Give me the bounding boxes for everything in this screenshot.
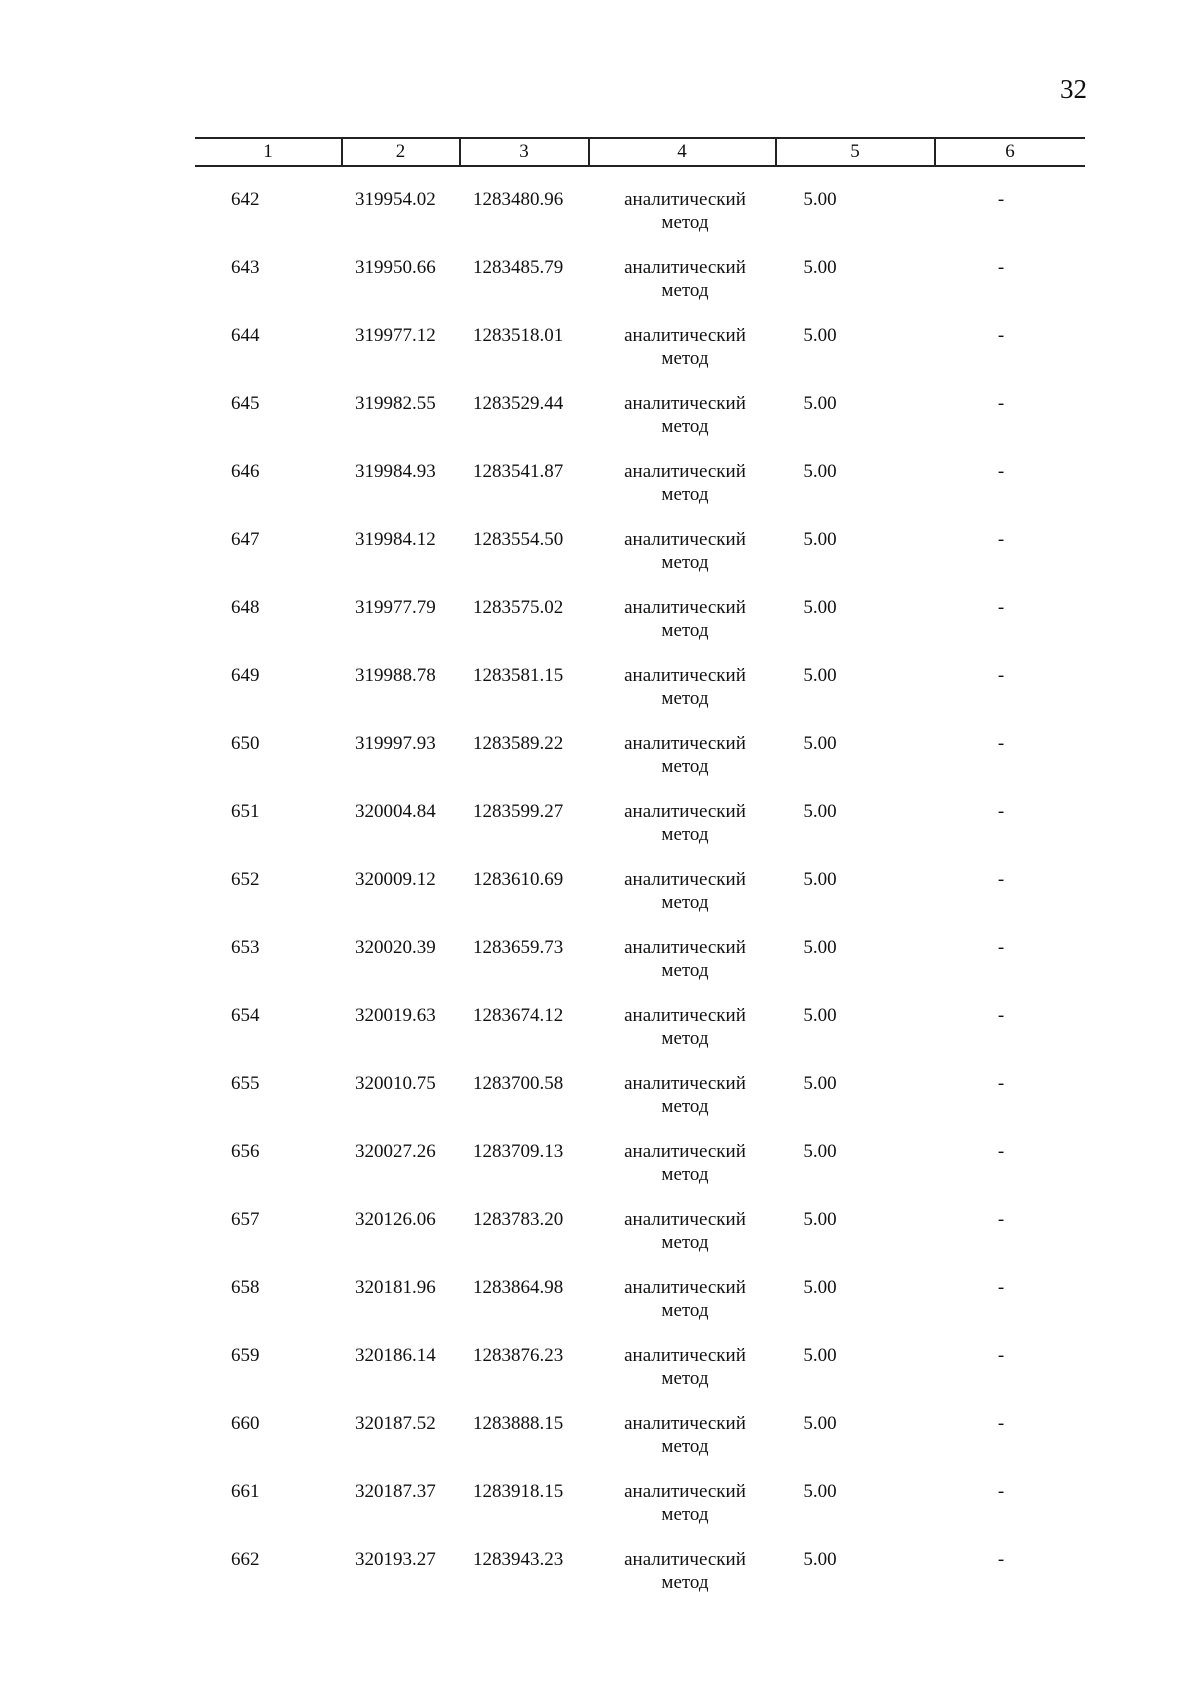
accuracy-value: 5.00 — [803, 1005, 837, 1026]
table-header-row — [195, 137, 1085, 167]
table-row — [195, 256, 1085, 324]
accuracy-value: 5.00 — [803, 1413, 837, 1434]
note-cell: - — [997, 257, 1005, 278]
method-line-2: метод — [661, 824, 709, 845]
point-number: 643 — [231, 257, 260, 278]
coordinate-y: 1283918.15 — [473, 1481, 564, 1502]
point-number: 659 — [231, 1345, 260, 1366]
point-number: 648 — [231, 597, 260, 618]
note-cell: - — [997, 325, 1005, 346]
method-line-2: метод — [661, 1164, 709, 1185]
accuracy-value: 5.00 — [803, 529, 837, 550]
note-cell: - — [997, 1277, 1005, 1298]
method-cell — [595, 324, 775, 370]
method-line-2: метод — [661, 1436, 709, 1457]
table-body — [195, 188, 1085, 1616]
coordinate-x: 319982.55 — [355, 393, 436, 414]
column-header-3: 3 — [519, 141, 529, 162]
method-line-2: метод — [661, 892, 709, 913]
table-row — [195, 596, 1085, 664]
method-cell — [595, 1412, 775, 1458]
coordinate-y: 1283599.27 — [473, 801, 564, 822]
note-cell: - — [997, 1005, 1005, 1026]
note-cell: - — [997, 733, 1005, 754]
method-cell — [595, 732, 775, 778]
method-line-1: аналитический — [624, 1073, 746, 1094]
column-header-1: 1 — [263, 141, 273, 162]
accuracy-value: 5.00 — [803, 461, 837, 482]
method-line-1: аналитический — [624, 597, 746, 618]
page-number: 32 — [1060, 74, 1087, 104]
method-line-1: аналитический — [624, 1005, 746, 1026]
coordinate-x: 319954.02 — [355, 189, 436, 210]
method-cell — [595, 256, 775, 302]
coordinate-x: 320010.75 — [355, 1073, 436, 1094]
coordinate-y: 1283554.50 — [473, 529, 564, 550]
method-cell — [595, 1072, 775, 1118]
method-cell — [595, 1208, 775, 1254]
table-row — [195, 732, 1085, 800]
point-number: 661 — [231, 1481, 260, 1502]
method-line-1: аналитический — [624, 325, 746, 346]
method-cell — [595, 392, 775, 438]
coordinate-y: 1283783.20 — [473, 1209, 564, 1230]
point-number: 662 — [231, 1549, 260, 1570]
coordinate-y: 1283581.15 — [473, 665, 564, 686]
coordinate-y: 1283700.58 — [473, 1073, 564, 1094]
table-row — [195, 1276, 1085, 1344]
coordinate-y: 1283659.73 — [473, 937, 564, 958]
point-number: 644 — [231, 325, 260, 346]
table-row — [195, 528, 1085, 596]
table-row — [195, 936, 1085, 1004]
table-row — [195, 800, 1085, 868]
table-row — [195, 1208, 1085, 1276]
coordinate-x: 319950.66 — [355, 257, 436, 278]
point-number: 660 — [231, 1413, 260, 1434]
table-row — [195, 1412, 1085, 1480]
point-number: 651 — [231, 801, 260, 822]
point-number: 657 — [231, 1209, 260, 1230]
method-line-1: аналитический — [624, 257, 746, 278]
accuracy-value: 5.00 — [803, 1073, 837, 1094]
method-line-1: аналитический — [624, 1141, 746, 1162]
coordinate-x: 319997.93 — [355, 733, 436, 754]
note-cell: - — [997, 461, 1005, 482]
coordinates-table — [195, 137, 1085, 1593]
method-cell — [595, 868, 775, 914]
accuracy-value: 5.00 — [803, 257, 837, 278]
coordinate-y: 1283485.79 — [473, 257, 564, 278]
method-cell — [595, 188, 775, 234]
coordinate-x: 320004.84 — [355, 801, 436, 822]
point-number: 642 — [231, 189, 260, 210]
accuracy-value: 5.00 — [803, 1141, 837, 1162]
note-cell: - — [997, 597, 1005, 618]
table-row — [195, 392, 1085, 460]
method-line-1: аналитический — [624, 1549, 746, 1570]
method-line-2: метод — [661, 348, 709, 369]
coordinate-x: 319988.78 — [355, 665, 436, 686]
method-line-2: метод — [661, 1028, 709, 1049]
coordinate-x: 320019.63 — [355, 1005, 436, 1026]
coordinate-y: 1283529.44 — [473, 393, 564, 414]
coordinate-x: 319984.12 — [355, 529, 436, 550]
method-line-1: аналитический — [624, 461, 746, 482]
method-line-1: аналитический — [624, 529, 746, 550]
coordinate-x: 320186.14 — [355, 1345, 436, 1366]
point-number: 654 — [231, 1005, 260, 1026]
method-cell — [595, 664, 775, 710]
coordinate-y: 1283541.87 — [473, 461, 564, 482]
method-line-1: аналитический — [624, 1277, 746, 1298]
coordinate-y: 1283480.96 — [473, 189, 564, 210]
table-row — [195, 1548, 1085, 1616]
method-line-1: аналитический — [624, 189, 746, 210]
method-line-2: метод — [661, 1572, 709, 1593]
point-number: 653 — [231, 937, 260, 958]
coordinate-y: 1283575.02 — [473, 597, 564, 618]
coordinate-x: 320187.37 — [355, 1481, 436, 1502]
method-line-2: метод — [661, 756, 709, 777]
method-line-1: аналитический — [624, 393, 746, 414]
method-line-2: метод — [661, 484, 709, 505]
coordinate-y: 1283589.22 — [473, 733, 564, 754]
point-number: 652 — [231, 869, 260, 890]
method-line-1: аналитический — [624, 1209, 746, 1230]
table-row — [195, 460, 1085, 528]
method-cell — [595, 528, 775, 574]
accuracy-value: 5.00 — [803, 393, 837, 414]
accuracy-value: 5.00 — [803, 1209, 837, 1230]
table-row — [195, 1344, 1085, 1412]
accuracy-value: 5.00 — [803, 869, 837, 890]
point-number: 645 — [231, 393, 260, 414]
note-cell: - — [997, 1141, 1005, 1162]
method-line-1: аналитический — [624, 1345, 746, 1366]
point-number: 647 — [231, 529, 260, 550]
coordinate-y: 1283674.12 — [473, 1005, 564, 1026]
coordinate-x: 320187.52 — [355, 1413, 436, 1434]
table-row — [195, 1480, 1085, 1548]
note-cell: - — [997, 189, 1005, 210]
coordinate-x: 320027.26 — [355, 1141, 436, 1162]
note-cell: - — [997, 1209, 1005, 1230]
note-cell: - — [997, 1481, 1005, 1502]
method-cell — [595, 800, 775, 846]
table-row — [195, 1004, 1085, 1072]
method-line-2: метод — [661, 1232, 709, 1253]
method-line-1: аналитический — [624, 869, 746, 890]
method-cell — [595, 596, 775, 642]
coordinate-x: 319977.12 — [355, 325, 436, 346]
method-line-1: аналитический — [624, 1481, 746, 1502]
accuracy-value: 5.00 — [803, 1549, 837, 1570]
table-row — [195, 1140, 1085, 1208]
method-line-2: метод — [661, 416, 709, 437]
coordinate-x: 320009.12 — [355, 869, 436, 890]
method-cell — [595, 460, 775, 506]
accuracy-value: 5.00 — [803, 1345, 837, 1366]
method-line-2: метод — [661, 212, 709, 233]
column-header-4: 4 — [677, 141, 687, 162]
method-cell — [595, 1344, 775, 1390]
point-number: 656 — [231, 1141, 260, 1162]
coordinate-y: 1283518.01 — [473, 325, 564, 346]
table-row — [195, 868, 1085, 936]
table-row — [195, 188, 1085, 256]
method-line-2: метод — [661, 552, 709, 573]
point-number: 650 — [231, 733, 260, 754]
method-line-1: аналитический — [624, 1413, 746, 1434]
method-cell — [595, 1480, 775, 1526]
accuracy-value: 5.00 — [803, 597, 837, 618]
accuracy-value: 5.00 — [803, 665, 837, 686]
note-cell: - — [997, 801, 1005, 822]
point-number: 649 — [231, 665, 260, 686]
note-cell: - — [997, 529, 1005, 550]
method-line-1: аналитический — [624, 801, 746, 822]
coordinate-y: 1283610.69 — [473, 869, 564, 890]
method-line-2: метод — [661, 1096, 709, 1117]
note-cell: - — [997, 1345, 1005, 1366]
note-cell: - — [997, 869, 1005, 890]
table-row — [195, 324, 1085, 392]
accuracy-value: 5.00 — [803, 325, 837, 346]
accuracy-value: 5.00 — [803, 937, 837, 958]
coordinate-y: 1283864.98 — [473, 1277, 564, 1298]
column-header-2: 2 — [395, 141, 406, 162]
method-cell — [595, 936, 775, 982]
coordinate-x: 319977.79 — [355, 597, 436, 618]
accuracy-value: 5.00 — [803, 1277, 837, 1298]
note-cell: - — [997, 1073, 1005, 1094]
coordinate-y: 1283876.23 — [473, 1345, 564, 1366]
coordinate-x: 319984.93 — [355, 461, 436, 482]
method-line-2: метод — [661, 1300, 709, 1321]
method-line-2: метод — [661, 620, 709, 641]
method-cell — [595, 1276, 775, 1322]
coordinate-x: 320193.27 — [355, 1549, 436, 1570]
note-cell: - — [997, 393, 1005, 414]
method-line-2: метод — [661, 1504, 709, 1525]
coordinate-x: 320126.06 — [355, 1209, 436, 1230]
note-cell: - — [997, 1549, 1005, 1570]
coordinate-x: 320020.39 — [355, 937, 436, 958]
coordinate-y: 1283709.13 — [473, 1141, 564, 1162]
method-cell — [595, 1140, 775, 1186]
note-cell: - — [997, 1413, 1005, 1434]
column-header-5: 5 — [850, 141, 860, 162]
method-line-1: аналитический — [624, 733, 746, 754]
coordinate-x: 320181.96 — [355, 1277, 436, 1298]
accuracy-value: 5.00 — [803, 801, 837, 822]
method-line-2: метод — [661, 1368, 709, 1389]
method-line-2: метод — [661, 688, 709, 709]
accuracy-value: 5.00 — [803, 189, 837, 210]
point-number: 658 — [231, 1277, 260, 1298]
accuracy-value: 5.00 — [803, 1481, 837, 1502]
method-line-1: аналитический — [624, 665, 746, 686]
coordinate-y: 1283943.23 — [473, 1549, 564, 1570]
column-header-6: 6 — [1005, 141, 1015, 162]
point-number: 655 — [231, 1073, 260, 1094]
table-row — [195, 664, 1085, 732]
coordinate-y: 1283888.15 — [473, 1413, 564, 1434]
method-line-1: аналитический — [624, 937, 746, 958]
accuracy-value: 5.00 — [803, 733, 837, 754]
method-line-2: метод — [661, 960, 709, 981]
method-line-2: метод — [661, 280, 709, 301]
method-cell — [595, 1004, 775, 1050]
method-cell — [595, 1548, 775, 1594]
note-cell: - — [997, 665, 1005, 686]
note-cell: - — [997, 937, 1005, 958]
table-row — [195, 1072, 1085, 1140]
point-number: 646 — [231, 461, 260, 482]
